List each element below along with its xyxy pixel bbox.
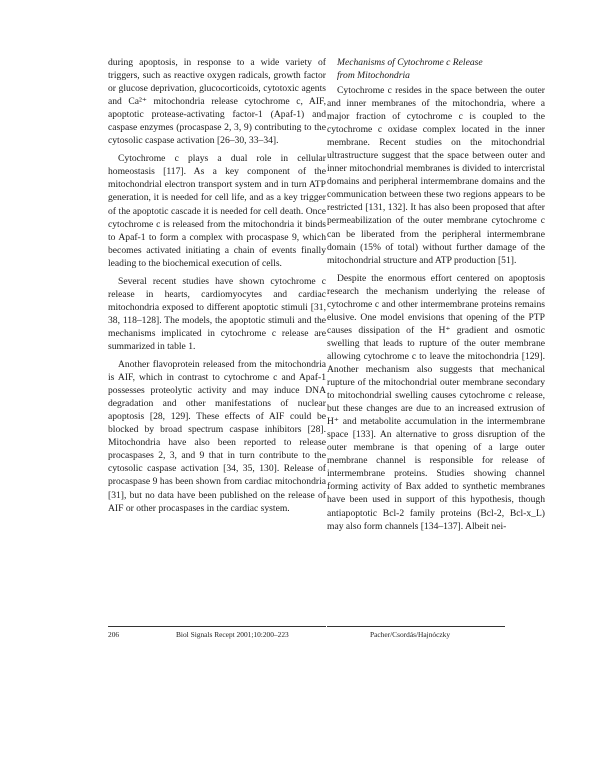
paragraph: Cytochrome c plays a dual role in cellular homeostasis [117]. As a key component of the mitochondrial electron transport system and in turn ATP generation, it is needed for cell life, and as a key trigger of the apoptotic cascade it is needed for cell death. Once cytochrome c is released from the mitochondria it binds to Apaf-1 to form a complex with procaspase 9, which becomes activated initiating a chain of events finally leading to the biochemical execution of cells.	[108, 153, 326, 269]
paragraph: Cytochrome c resides in the space between the outer and inner membranes of the mitochondria, where a major fraction of cytochrome c is coupled to the cytochrome c oxidase complex located in the inner membrane. Recent studies on the mitochondrial ultrastructure suggest that the space between outer and inner mitochondrial membranes is divided to intercristal domains and peripheral intermembrane domains and the communication between these two regions appears to be restricted [131, 132]. It has also been proposed that after permeabilization of the outer membrane cytochrome c can be liberated from the peripheral intermembrane domain (15% of total) without further damage of the mitochondrial structure and ATP production [51].	[327, 85, 545, 266]
running-authors: Pacher/Csordás/Hajnóczky	[370, 630, 451, 639]
paragraph: Another flavoprotein released from the mitochondria is AIF, which in contrast to cytochrome c and Apaf-1 possesses proteolytic activity and may induce DNA degradation and other manifestations of nuclear apoptosis [28, 129]. These effects of AIF could be blocked by broad spectrum caspase inhibitors [28]. Mitochondria have also been reported to release procaspases 2, 3, and 9 that in turn contribute to the cytosolic caspase activation [34, 35, 130]. Release of procaspase 9 has been shown from cardiac mitochondria [31], but no data have been published on the release of AIF or other procaspases in the cardiac system.	[108, 359, 326, 514]
footer-rule	[327, 626, 505, 627]
paragraph: Despite the enormous effort centered on apoptosis research the mechanism underlying the release of cytochrome c and other intermembrane proteins remains elusive. One model envisions that opening of the PTP causes dissipation of the H⁺ gradient and osmotic swelling that leads to rupture of the outer membrane allowing cytochrome c to leave the mitochondria [129]. Another mechanism also suggests that mechanical rupture of the mitochondrial outer membrane secondary to mitochondrial swelling causes cytochrome c release, but these changes are due to an increased extrusion of H⁺ and metabolite accumulation in the intermembrane space [133]. An alternative to gross disruption of the outer membrane is that opening of a large outer membrane channel is responsible for release of intermembrane proteins. Studies showing channel forming activity of Bax added to synthetic membranes have been used in support of this hypothesis, though antiapoptotic Bcl-2 family proteins (Bcl-2, Bcl-x_L) may also form channels [134–137]. Albeit nei-	[327, 272, 545, 532]
left-column	[108, 56, 326, 520]
journal-reference: Biol Signals Recept 2001;10:200–223	[176, 630, 289, 639]
section-heading-line: Mechanisms of Cytochrome c Release	[337, 57, 483, 68]
section-heading-line: from Mitochondria	[337, 70, 410, 81]
right-column	[327, 56, 545, 538]
page-number: 206	[108, 630, 120, 639]
paragraph: during apoptosis, in response to a wide variety of triggers, such as reactive oxygen radicals, growth factor or glucose deprivation, glucocorticoids, cytotoxic agents and Ca²⁺ mitochondria release cytochrome c, AIF, apoptotic protease-activating factor-1 (Apaf-1) and caspase enzymes (procaspase 2, 3, 9) contributing to the cytosolic caspase activation [26–30, 33–34].	[108, 57, 326, 147]
section-heading	[327, 56, 545, 82]
paragraph: Several recent studies have shown cytochrome c release in hearts, cardiomyocytes and cardiac mitochondria exposed to different apoptotic stimuli [31, 38, 118–128]. The models, the apoptotic stimuli and the mechanisms implicated in cytochrome c release are summarized in table 1.	[108, 275, 326, 352]
footer-rule	[108, 626, 326, 627]
